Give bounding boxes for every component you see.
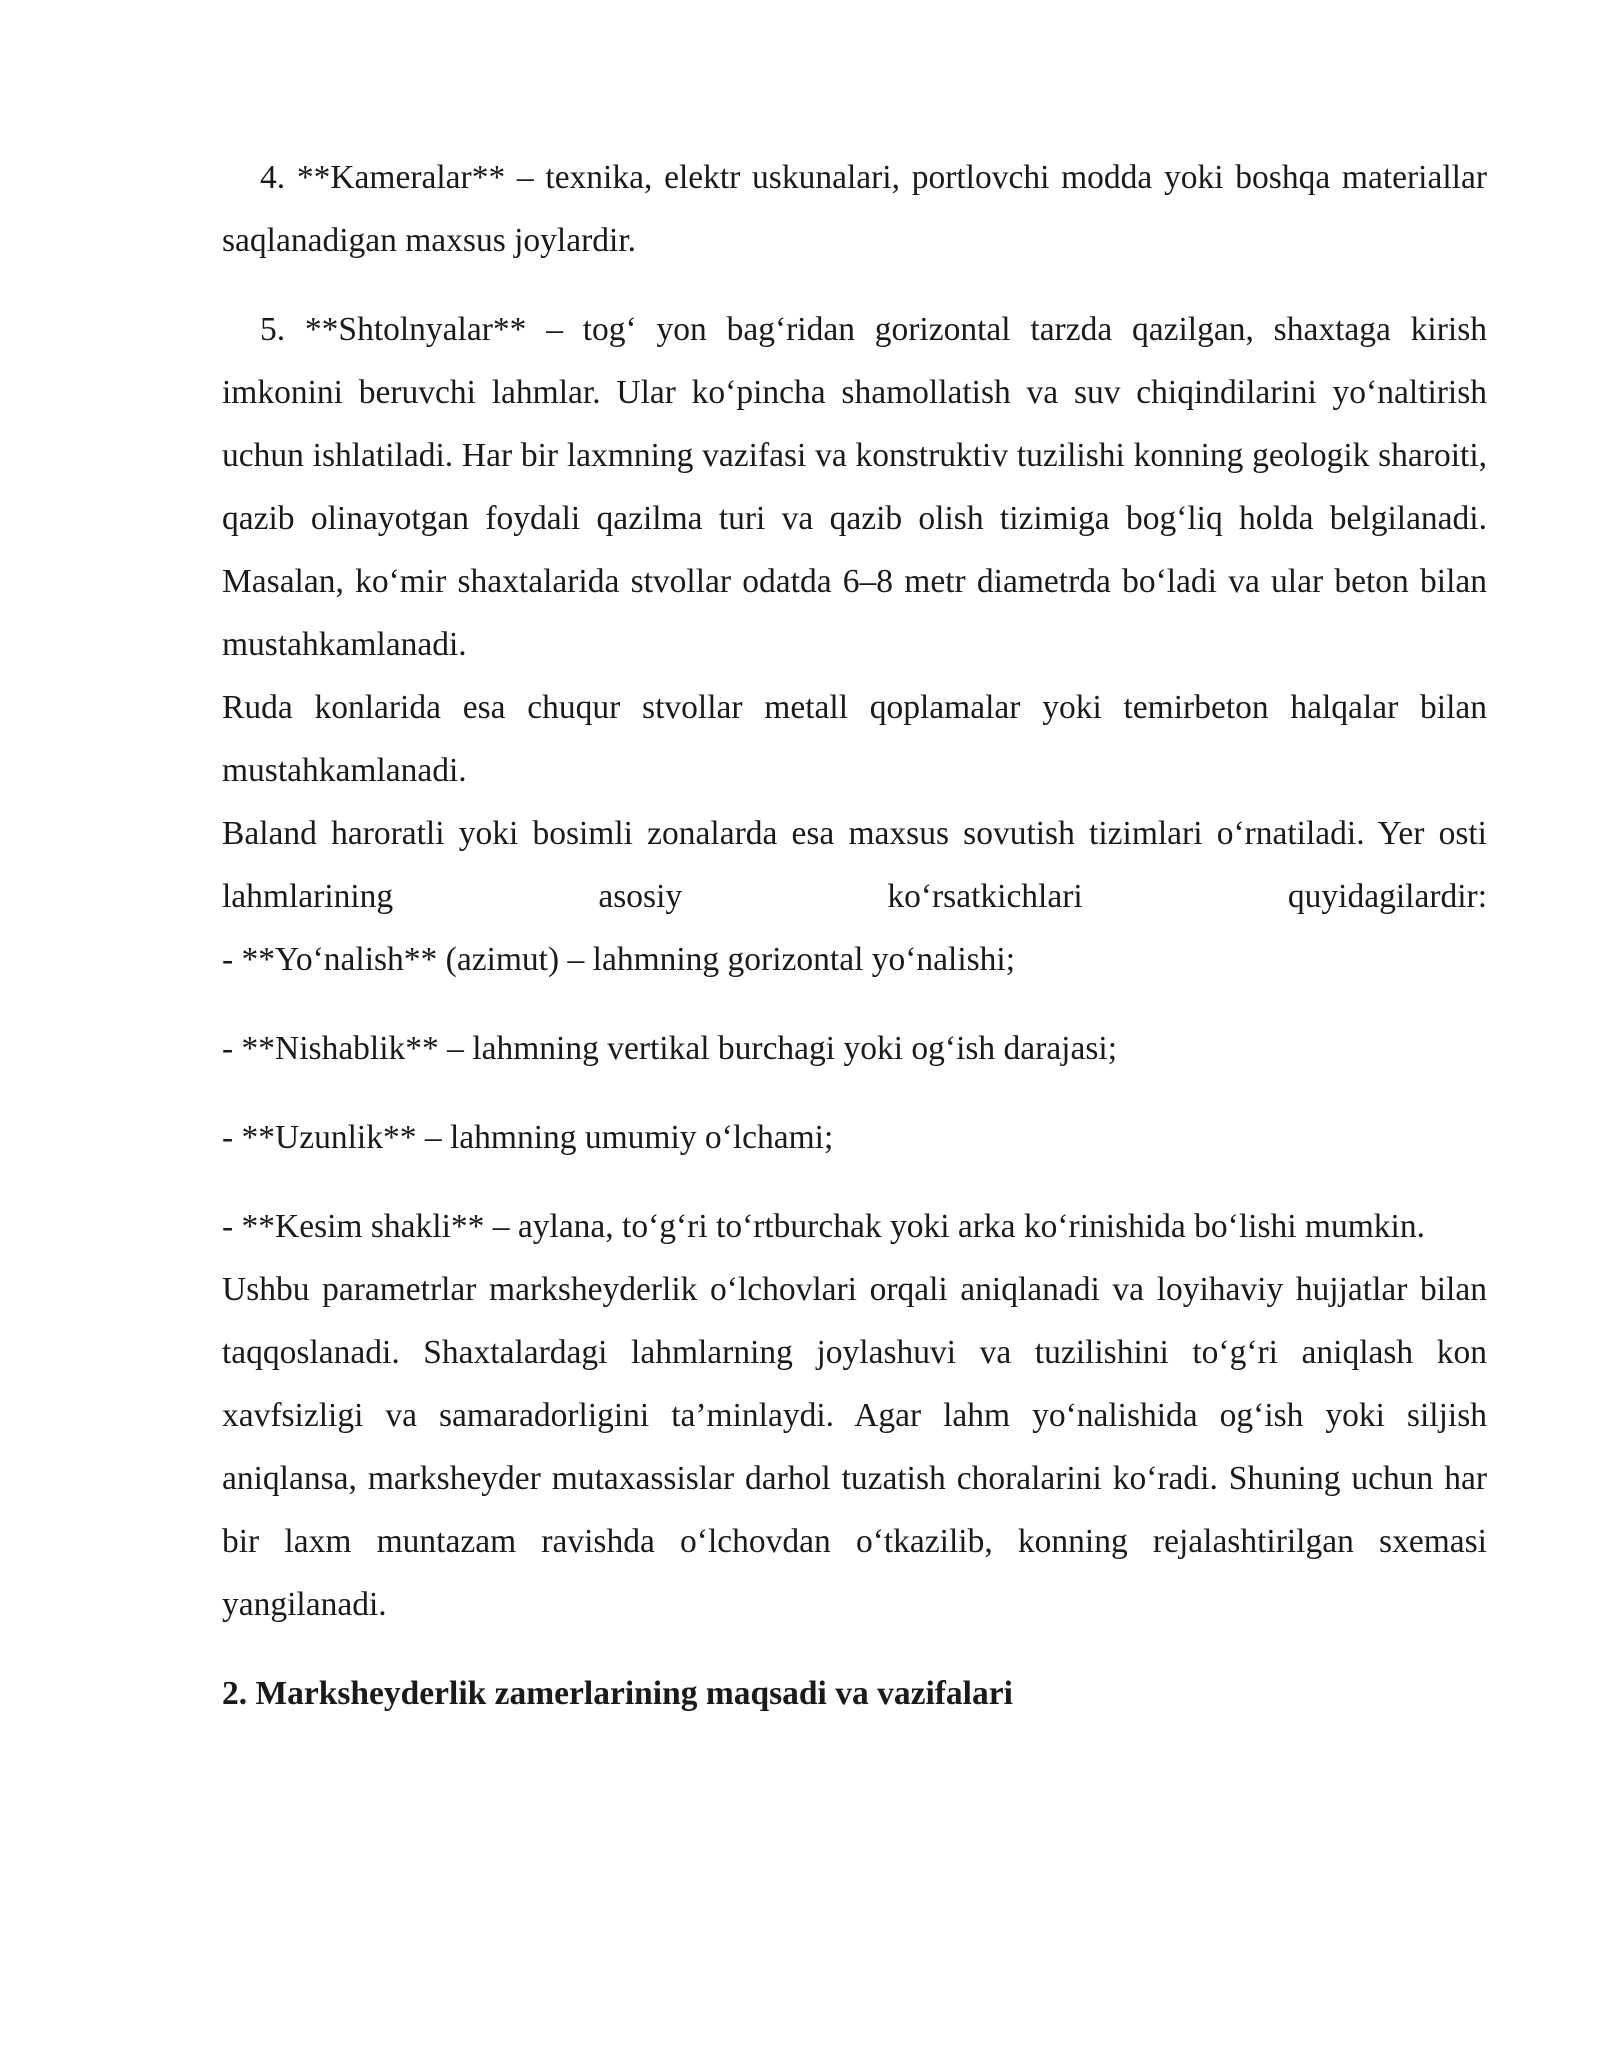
paragraph-kameralar: 4. **Kameralar** – texnika, elektr uskunalari, portlovchi modda yoki boshqa materiallar saqlanadigan maxsus joylardir. xyxy=(222,159,1487,259)
list-item-kesim-shakli: - **Kesim shakli** – aylana, to‘g‘ri to‘rtburchak yoki arka ko‘rinishida bo‘lishi mumkin. xyxy=(222,1208,1425,1245)
document-body xyxy=(222,146,1487,1725)
paragraph-ruda-konlari: Ruda konlarida esa chuqur stvollar metall qoplamalar yoki temirbeton halqalar bilan mustahkamlanadi. xyxy=(222,689,1487,789)
paragraph-ushbu-parametrlar: Ushbu parametrlar marksheyderlik o‘lchovlari orqali aniqlanadi va loyihaviy hujjatlar bilan taqqoslanadi. Shaxtalardagi lahmlarning joylashuvi va tuzilishini to‘g‘ri aniqlash kon xavfsizligi va samaradorligini ta’minlaydi. Agar lahm yo‘nalishida og‘ish yoki siljish aniqlansa, marksheyder mutaxassislar darhol tuzatish choralarini ko‘radi. Shuning uchun har bir laxm muntazam ravishda o‘lchovdan o‘tkazilib, konning rejalashtirilgan sxemasi yangilanadi. xyxy=(222,1271,1487,1623)
list-item-nishablik: - **Nishablik** – lahmning vertikal burchagi yoki og‘ish darajasi; xyxy=(222,1030,1118,1067)
paragraph-baland-harorat: Baland haroratli yoki bosimli zonalarda esa maxsus sovutish tizimlari o‘rnatiladi. Yer osti lahmlarining asosiy ko‘rsatkichlari quyidagilardir: xyxy=(222,815,1487,915)
list-item-yonalish: - **Yo‘nalish** (azimut) – lahmning gorizontal yo‘nalishi; xyxy=(222,941,1016,978)
list-item-uzunlik: - **Uzunlik** – lahmning umumiy o‘lchami; xyxy=(222,1119,834,1156)
section-heading: 2. Marksheyderlik zamerlarining maqsadi va vazifalari xyxy=(222,1675,1013,1712)
paragraph-shtolnyalar: 5. **Shtolnyalar** – tog‘ yon bag‘ridan gorizontal tarzda qazilgan, shaxtaga kirish imkonini beruvchi lahmlar. Ular ko‘pincha shamollatish va suv chiqindilarini yo‘naltirish uchun ishlatiladi. Har bir laxmning vazifasi va konstruktiv tuzilishi konning geologik sharoiti, qazib olinayotgan foydali qazilma turi va qazib olish tizimiga bog‘liq holda belgilanadi. Masalan, ko‘mir shaxtalarida stvollar odatda 6–8 metr diametrda bo‘ladi va ular beton bilan mustahkamlanadi. xyxy=(222,311,1487,663)
